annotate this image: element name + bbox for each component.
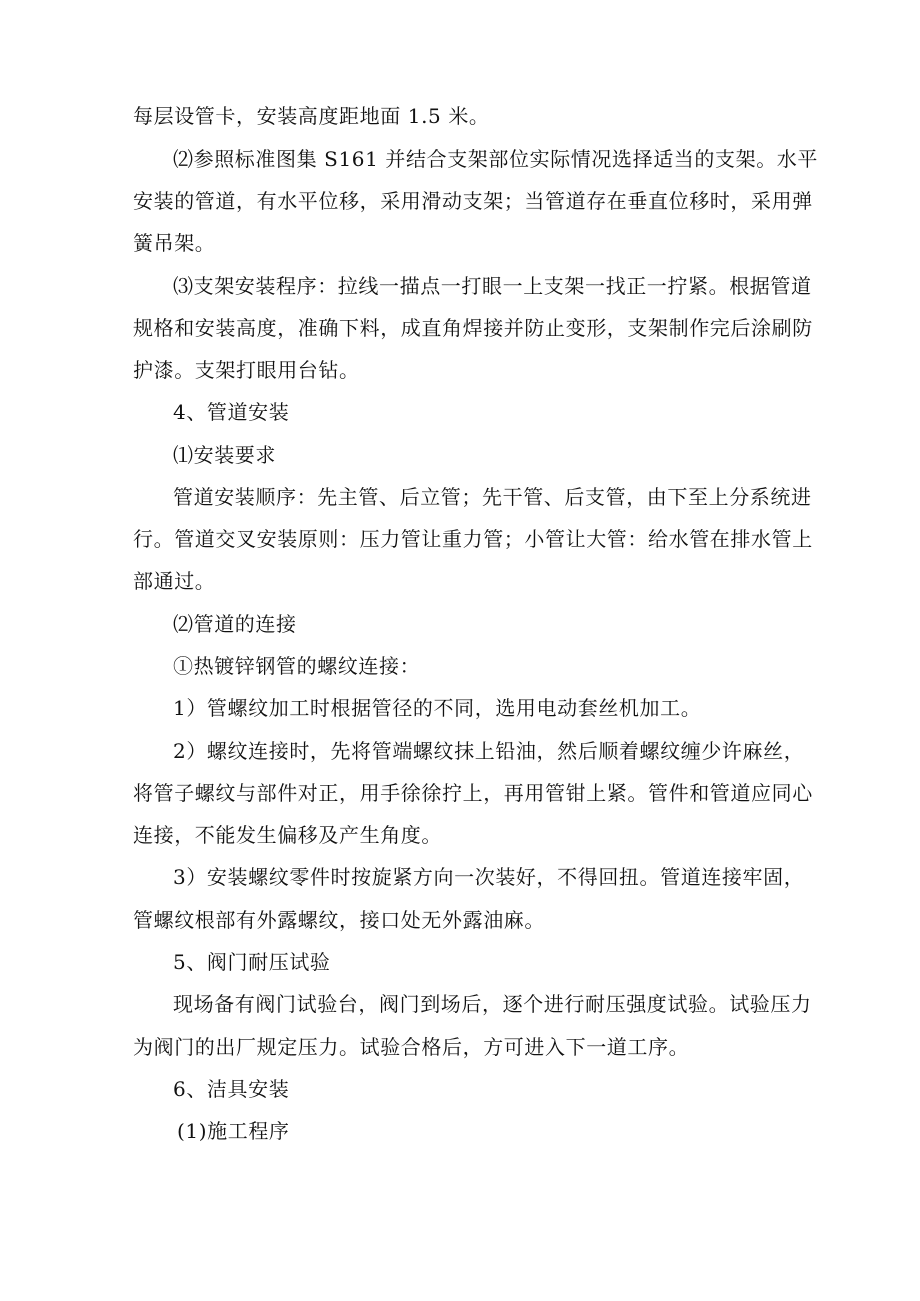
subsection-heading: (1)施工程序 — [177, 1119, 290, 1143]
text-line: 现场备有阀门试验台，阀门到场后，逐个进行耐压强度试验。试验压力 — [173, 992, 812, 1016]
text-line: 将管子螺纹与部件对正，用手徐徐拧上，再用管钳上紧。管件和管道应同心 — [133, 781, 813, 805]
text-line: 每层设管卡，安装高度距地面 1.5 米。 — [133, 104, 490, 128]
text-line: 护漆。支架打眼用台钻。 — [133, 358, 360, 382]
subsection-heading: ⑵管道的连接 — [173, 612, 297, 636]
section-heading: 6、洁具安装 — [173, 1077, 290, 1101]
text-line: 簧吊架。 — [133, 231, 216, 255]
text-line: 2）螺纹连接时，先将管端螺纹抹上铅油，然后顺着螺纹缠少许麻丝， — [173, 739, 805, 763]
text-line: ⑶支架安装程序：拉线一描点一打眼一上支架一找正一拧紧。根据管道 — [173, 274, 812, 298]
text-line: 1）管螺纹加工时根据管径的不同，选用电动套丝机加工。 — [173, 696, 702, 720]
text-line: 连接，不能发生偏移及产生角度。 — [133, 823, 442, 847]
text-line: 规格和安装高度，准确下料，成直角焊接并防止变形，支架制作完后涂刷防 — [133, 316, 813, 340]
section-heading: 4、管道安装 — [173, 400, 290, 424]
text-line: 部通过。 — [133, 569, 216, 593]
text-line: ①热镀锌钢管的螺纹连接： — [173, 654, 421, 678]
text-line: 为阀门的出厂规定压力。试验合格后，方可进入下一道工序。 — [133, 1035, 690, 1059]
text-line: 3）安装螺纹零件时按旋紧方向一次装好，不得回扭。管道连接牢固， — [173, 865, 805, 889]
text-line: 管道安装顺序：先主管、后立管；先干管、后支管，由下至上分系统进 — [173, 485, 812, 509]
text-line: 行。管道交叉安装原则：压力管让重力管；小管让大管：给水管在排水管上 — [133, 527, 813, 551]
subsection-heading: ⑴安装要求 — [173, 443, 276, 467]
text-line: 管螺纹根部有外露螺纹，接口处无外露油麻。 — [133, 908, 545, 932]
text-line: 安装的管道，有水平位移，采用滑动支架；当管道存在垂直位移时，采用弹 — [133, 189, 813, 213]
text-line: ⑵参照标准图集 S161 并结合支架部位实际情况选择适当的支架。水平 — [173, 147, 818, 171]
section-heading: 5、阀门耐压试验 — [173, 950, 331, 974]
